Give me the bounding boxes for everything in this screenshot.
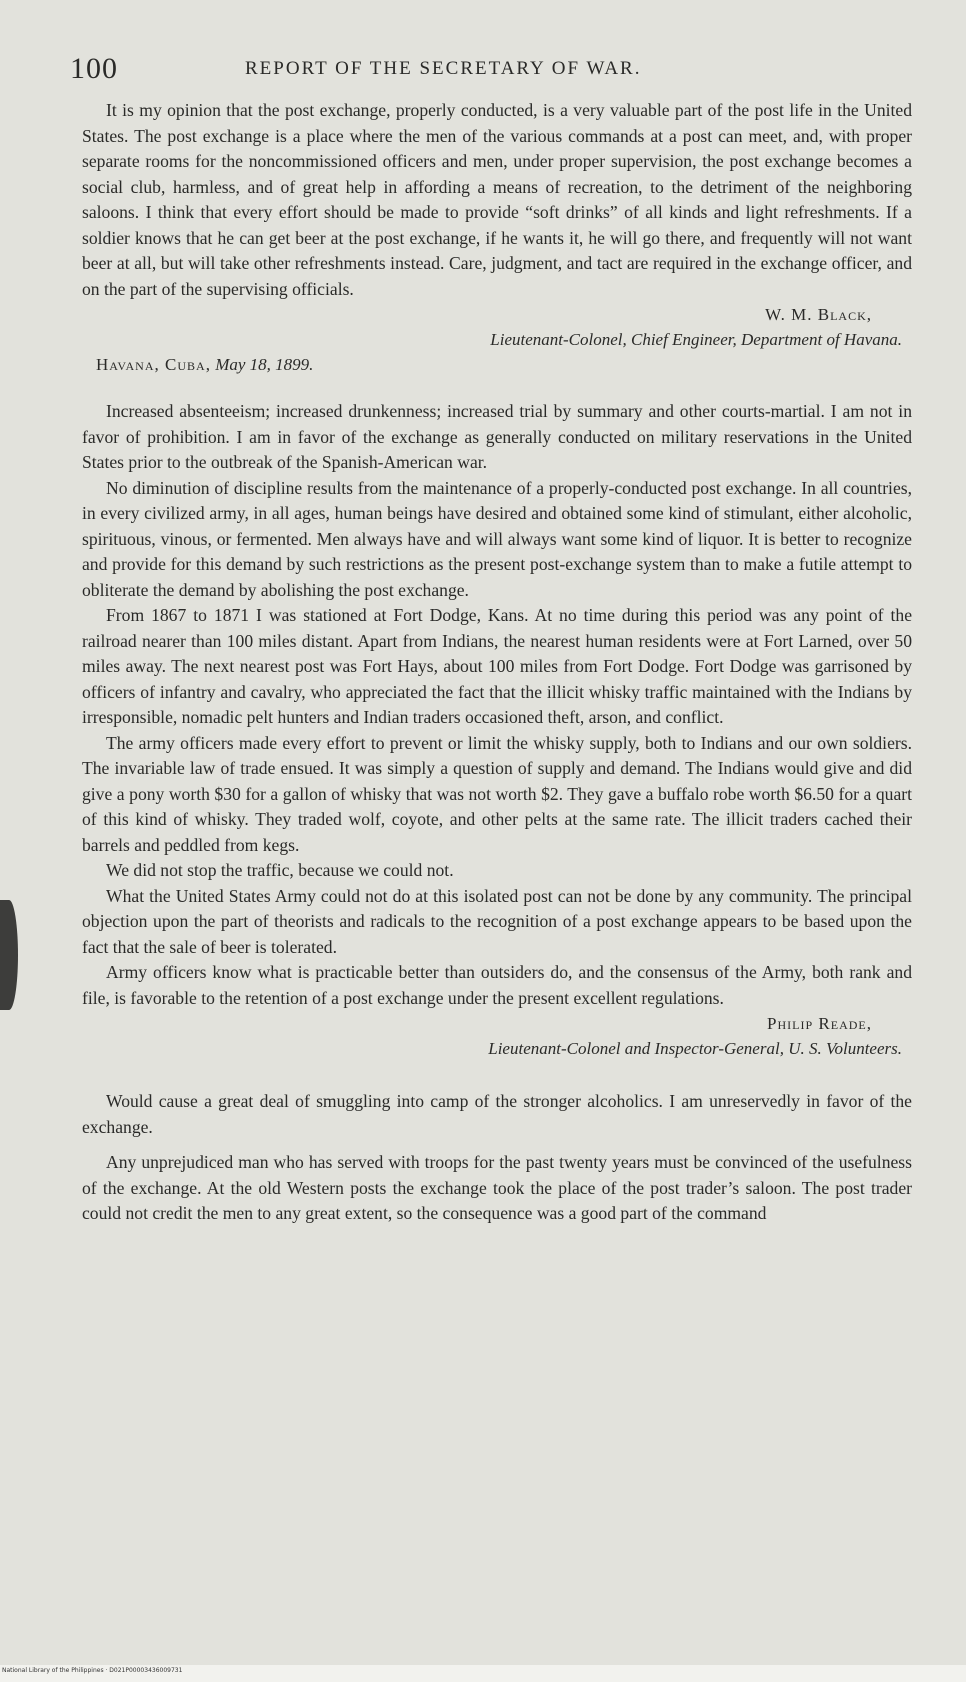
page-body bbox=[82, 98, 912, 1227]
page-number: 100 bbox=[70, 52, 118, 85]
opinion-paragraph-reade-5: We did not stop the traffic, because we could not. bbox=[106, 860, 454, 880]
section-gap bbox=[82, 1140, 912, 1150]
opinion-paragraph-black: It is my opinion that the post exchange, properly conducted, is a very valuable part of the post life in the United States. The post exchange is a place where the men of the various commands at a post can meet, and, with proper separate rooms for the noncommissioned officers and men, under proper supervision, the post exchange becomes a social club, harmless, and of great help in affording a means of recreation, to the detriment of the neighboring saloons. I think that every effort should be made to provide “soft drinks” of all kinds and light refreshments. If a soldier knows that he can get beer at the post exchange, if he wants it, he will go there, and frequently will not want beer at all, but will take other refreshments instead. Care, judgment, and tact are required in the exchange officer, and on the part of the supervising officials. bbox=[82, 100, 912, 299]
signature-name-reade: Philip Reade, bbox=[767, 1014, 872, 1033]
dateline bbox=[82, 352, 912, 377]
section-gap bbox=[82, 1061, 912, 1089]
opinion-paragraph-reade-3: From 1867 to 1871 I was stationed at Fort Dodge, Kans. At no time during this period was any point of the railroad nearer than 100 miles distant. Apart from Indians, the nearest human residents were at Fort Larned, over 50 miles away. The next nearest post was Fort Hays, about 100 miles from Fort Dodge. Fort Dodge was garrisoned by officers of infantry and cavalry, who appreciated the fact that the illicit whisky traffic maintained with the Indians by irresponsible, nomadic pelt hunters and Indian traders occasioned theft, arson, and conflict. bbox=[82, 605, 912, 727]
signature-name-black: W. M. Black, bbox=[765, 305, 872, 324]
opinion-paragraph-reade-2: No diminution of discipline results from the maintenance of a properly-conducted post exchange. In all countries, in every civilized army, in all ages, human beings have desired and obtained some kind of stimulant, either alcoholic, spirituous, vinous, or fermented. Men always have and will always want some kind of liquor. It is better to recognize and provide for this demand by such restrictions as the present post-exchange system than to make a futile attempt to obliterate the demand by abolishing the post exchange. bbox=[82, 477, 912, 600]
page-header bbox=[70, 52, 920, 92]
scan-binding-shadow bbox=[0, 900, 18, 1010]
running-head: REPORT OF THE SECRETARY OF WAR. bbox=[245, 58, 642, 79]
opinion-paragraph-reade-6: What the United States Army could not do at this isolated post can not be done by any community. The principal objection upon the part of theorists and radicals to the recognition of a post exchange appears to be based upon the fact that the sale of beer is tolerated. bbox=[82, 885, 912, 957]
opinion-paragraph-3-1: Would cause a great deal of smuggling into camp of the stronger alcoholics. I am unreservedly in favor of the exchange. bbox=[82, 1091, 912, 1137]
opinion-paragraph-reade-1: Increased absenteeism; increased drunkenness; increased trial by summary and other courts-martial. I am not in favor of prohibition. I am in favor of the exchange as generally conducted on military reservations in the United States prior to the outbreak of the Spanish-American war. bbox=[82, 401, 912, 472]
section-gap bbox=[82, 377, 912, 399]
signature-title-black: Lieutenant-Colonel, Chief Engineer, Department of Havana. bbox=[490, 330, 902, 349]
scan-footer bbox=[0, 1665, 966, 1682]
dateline-place: Havana, Cuba, bbox=[96, 355, 211, 374]
signature-title-reade: Lieutenant-Colonel and Inspector-General, U. S. Volunteers. bbox=[488, 1039, 902, 1058]
dateline-date: May 18, 1899. bbox=[215, 355, 314, 374]
opinion-paragraph-reade-4: The army officers made every effort to prevent or limit the whisky supply, both to Indians and our own soldiers. The invariable law of trade ensued. It was simply a question of supply and demand. The Indians would give and did give a pony worth $30 for a gallon of whisky that was not worth $2. They gave a buffalo robe worth $6.50 for a quart of this kind of whisky. They traded wolf, coyote, and other pelts at the same rate. The illicit traders cached their barrels and peddled from kegs. bbox=[82, 732, 912, 855]
opinion-paragraph-reade-7: Army officers know what is practicable better than outsiders do, and the consensus of the Army, both rank and file, is favorable to the retention of a post exchange under the present excellent regulations. bbox=[82, 962, 912, 1008]
scan-credit: National Library of the Philippines · D021P00003436009731 bbox=[2, 1667, 183, 1674]
opinion-paragraph-3-2: Any unprejudiced man who has served with troops for the past twenty years must be convinced of the usefulness of the exchange. At the old Western posts the exchange took the place of the post trader’s saloon. The post trader could not credit the men to any great extent, so the consequence was a good part of the command bbox=[82, 1152, 912, 1223]
